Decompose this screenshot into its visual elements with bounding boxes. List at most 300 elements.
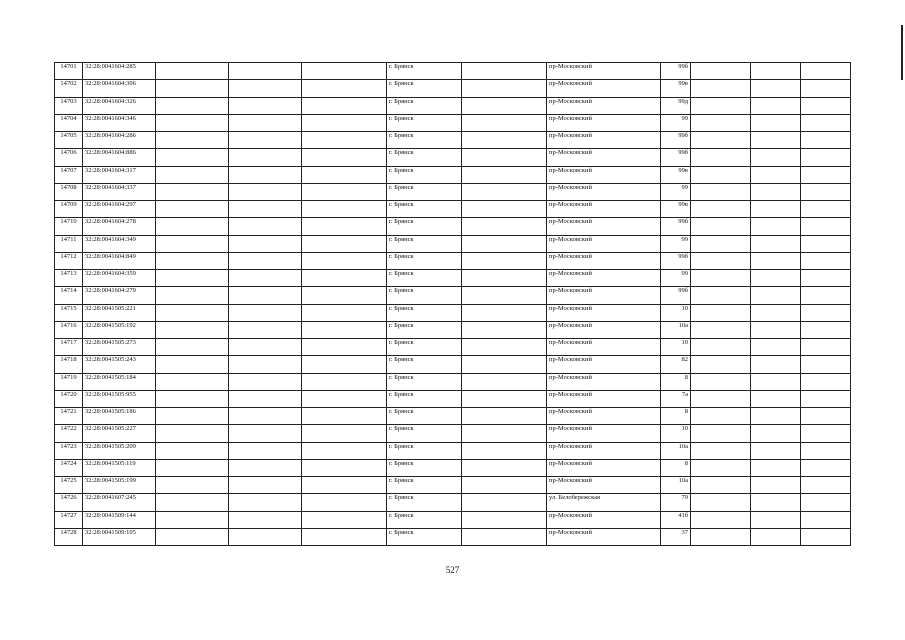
row-number-cell: 14711 [55,235,83,252]
empty-cell [801,270,851,287]
table-row [55,304,851,321]
house-number-cell: 99 [661,183,691,200]
empty-cell [801,166,851,183]
empty-cell [462,252,547,269]
row-number-cell: 14715 [55,304,83,321]
empty-cell [156,63,229,80]
empty-cell [751,477,801,494]
empty-cell [462,287,547,304]
city-cell: г. Брянск [387,183,462,200]
empty-cell [801,408,851,425]
street-cell: пр-Московский [547,166,661,183]
empty-cell [156,201,229,218]
street-cell: пр-Московский [547,442,661,459]
empty-cell [801,390,851,407]
city-cell: г. Брянск [387,235,462,252]
empty-cell [751,114,801,131]
empty-cell [691,183,751,200]
row-number-cell: 14725 [55,477,83,494]
empty-cell [801,287,851,304]
row-number-cell: 14701 [55,63,83,80]
empty-cell [156,339,229,356]
empty-cell [801,321,851,338]
cadastral-number-cell: 32:28:0041604:849 [83,252,156,269]
empty-cell [462,321,547,338]
cadastral-number-cell: 32:28:0041604:359 [83,270,156,287]
empty-cell [462,149,547,166]
cadastral-number-cell: 32:28:0041505:955 [83,390,156,407]
empty-cell [751,287,801,304]
empty-cell [691,114,751,131]
house-number-cell: 37 [661,528,691,545]
empty-cell [751,408,801,425]
cadastral-number-cell: 32:28:0041604:286 [83,132,156,149]
street-cell: пр-Московский [547,270,661,287]
empty-cell [229,183,302,200]
empty-cell [691,528,751,545]
city-cell: г. Брянск [387,425,462,442]
cadastral-number-cell: 32:28:0041604:337 [83,183,156,200]
empty-cell [302,97,387,114]
house-number-cell: 8 [661,408,691,425]
empty-cell [691,132,751,149]
empty-cell [691,459,751,476]
empty-cell [691,425,751,442]
empty-cell [156,511,229,528]
city-cell: г. Брянск [387,304,462,321]
cadastral-number-cell: 32:28:0041509:105 [83,528,156,545]
table-row [55,149,851,166]
scan-edge-mark [901,25,903,80]
empty-cell [751,97,801,114]
house-number-cell: 10 [661,304,691,321]
empty-cell [229,477,302,494]
city-cell: г. Брянск [387,114,462,131]
empty-cell [462,425,547,442]
table-row [55,373,851,390]
empty-cell [801,494,851,511]
cadastral-number-cell: 32:28:0041505:192 [83,321,156,338]
house-number-cell: 10а [661,442,691,459]
empty-cell [462,304,547,321]
empty-cell [229,442,302,459]
empty-cell [302,356,387,373]
house-number-cell: 82 [661,356,691,373]
empty-cell [801,80,851,97]
empty-cell [801,528,851,545]
empty-cell [751,201,801,218]
empty-cell [751,321,801,338]
empty-cell [462,114,547,131]
empty-cell [229,408,302,425]
empty-cell [156,114,229,131]
empty-cell [229,321,302,338]
empty-cell [302,270,387,287]
empty-cell [302,442,387,459]
empty-cell [751,511,801,528]
empty-cell [462,339,547,356]
empty-cell [462,477,547,494]
street-cell: пр-Московский [547,304,661,321]
empty-cell [156,149,229,166]
cadastral-number-cell: 32:28:0041505:221 [83,304,156,321]
empty-cell [462,132,547,149]
empty-cell [302,166,387,183]
empty-cell [229,511,302,528]
empty-cell [302,528,387,545]
empty-cell [751,218,801,235]
empty-cell [229,235,302,252]
table-row [55,425,851,442]
street-cell: пр-Московский [547,132,661,149]
street-cell: пр-Московский [547,390,661,407]
row-number-cell: 14717 [55,339,83,356]
city-cell: г. Брянск [387,149,462,166]
house-number-cell: 10 [661,425,691,442]
empty-cell [751,373,801,390]
empty-cell [751,304,801,321]
city-cell: г. Брянск [387,201,462,218]
street-cell: ул. Белобережская [547,494,661,511]
house-number-cell: 79 [661,494,691,511]
street-cell: пр-Московский [547,201,661,218]
cadastral-number-cell: 32:28:0041607:245 [83,494,156,511]
house-number-cell: 99б [661,218,691,235]
row-number-cell: 14706 [55,149,83,166]
empty-cell [229,287,302,304]
row-number-cell: 14713 [55,270,83,287]
city-cell: г. Брянск [387,339,462,356]
empty-cell [462,183,547,200]
empty-cell [751,166,801,183]
empty-cell [462,442,547,459]
row-number-cell: 14712 [55,252,83,269]
street-cell: пр-Московский [547,511,661,528]
cadastral-number-cell: 32:28:0041505:243 [83,356,156,373]
row-number-cell: 14704 [55,114,83,131]
house-number-cell: 99б [661,252,691,269]
empty-cell [302,408,387,425]
empty-cell [462,201,547,218]
cadastral-number-cell: 32:28:0041604:886 [83,149,156,166]
row-number-cell: 14703 [55,97,83,114]
empty-cell [801,132,851,149]
empty-cell [462,235,547,252]
empty-cell [302,201,387,218]
table-row [55,97,851,114]
empty-cell [751,425,801,442]
city-cell: г. Брянск [387,459,462,476]
table-row [55,114,851,131]
empty-cell [801,442,851,459]
city-cell: г. Брянск [387,356,462,373]
empty-cell [156,166,229,183]
cadastral-number-cell: 32:28:0041604:297 [83,201,156,218]
table-row [55,287,851,304]
empty-cell [302,235,387,252]
city-cell: г. Брянск [387,166,462,183]
empty-cell [229,390,302,407]
table-row [55,63,851,80]
street-cell: пр-Московский [547,425,661,442]
empty-cell [691,235,751,252]
cadastral-number-cell: 32:28:0041604:349 [83,235,156,252]
table-row [55,235,851,252]
empty-cell [156,356,229,373]
cadastral-number-cell: 32:28:0041505:199 [83,477,156,494]
cadastral-number-cell: 32:28:0041604:285 [83,63,156,80]
empty-cell [462,97,547,114]
empty-cell [156,80,229,97]
table-row [55,183,851,200]
empty-cell [801,477,851,494]
empty-cell [691,270,751,287]
empty-cell [462,494,547,511]
empty-cell [302,511,387,528]
empty-cell [302,287,387,304]
house-number-cell: 99б [661,63,691,80]
empty-cell [691,80,751,97]
cadastral-number-cell: 32:28:0041604:326 [83,97,156,114]
empty-cell [156,287,229,304]
city-cell: г. Брянск [387,511,462,528]
empty-cell [462,80,547,97]
empty-cell [691,252,751,269]
city-cell: г. Брянск [387,442,462,459]
row-number-cell: 14716 [55,321,83,338]
cadastral-number-cell: 32:28:0041604:278 [83,218,156,235]
row-number-cell: 14728 [55,528,83,545]
house-number-cell: 99б [661,287,691,304]
house-number-cell: 8 [661,373,691,390]
city-cell: г. Брянск [387,97,462,114]
row-number-cell: 14710 [55,218,83,235]
empty-cell [229,304,302,321]
empty-cell [156,373,229,390]
empty-cell [801,459,851,476]
street-cell: пр-Московский [547,321,661,338]
row-number-cell: 14723 [55,442,83,459]
table-row [55,459,851,476]
street-cell: пр-Московский [547,252,661,269]
street-cell: пр-Московский [547,459,661,476]
table-row [55,201,851,218]
empty-cell [302,63,387,80]
empty-cell [156,252,229,269]
city-cell: г. Брянск [387,528,462,545]
empty-cell [462,270,547,287]
empty-cell [156,235,229,252]
empty-cell [156,477,229,494]
row-number-cell: 14705 [55,132,83,149]
empty-cell [229,218,302,235]
empty-cell [156,304,229,321]
empty-cell [302,494,387,511]
empty-cell [751,442,801,459]
empty-cell [302,477,387,494]
table-row [55,408,851,425]
table-row [55,166,851,183]
row-number-cell: 14722 [55,425,83,442]
city-cell: г. Брянск [387,270,462,287]
empty-cell [751,528,801,545]
table-row [55,80,851,97]
street-cell: пр-Московский [547,80,661,97]
empty-cell [751,459,801,476]
row-number-cell: 14708 [55,183,83,200]
empty-cell [229,494,302,511]
empty-cell [751,270,801,287]
empty-cell [229,132,302,149]
empty-cell [751,149,801,166]
empty-cell [302,459,387,476]
street-cell: пр-Московский [547,235,661,252]
empty-cell [751,235,801,252]
street-cell: пр-Московский [547,63,661,80]
row-number-cell: 14726 [55,494,83,511]
empty-cell [462,511,547,528]
row-number-cell: 14707 [55,166,83,183]
city-cell: г. Брянск [387,373,462,390]
house-number-cell: 99 [661,114,691,131]
empty-cell [801,114,851,131]
empty-cell [751,494,801,511]
table-row [55,528,851,545]
cadastral-number-cell: 32:28:0041509:144 [83,511,156,528]
cadastral-number-cell: 32:28:0041505:186 [83,408,156,425]
empty-cell [229,252,302,269]
empty-cell [229,459,302,476]
empty-cell [801,252,851,269]
empty-cell [156,97,229,114]
street-cell: пр-Московский [547,97,661,114]
table-row [55,477,851,494]
empty-cell [156,408,229,425]
house-number-cell: 99д [661,97,691,114]
empty-cell [229,114,302,131]
table-row [55,390,851,407]
cadastral-number-cell: 32:28:0041604:306 [83,80,156,97]
city-cell: г. Брянск [387,321,462,338]
empty-cell [691,356,751,373]
empty-cell [751,252,801,269]
empty-cell [229,373,302,390]
cadastral-number-cell: 32:28:0041505:273 [83,339,156,356]
table-row [55,442,851,459]
row-number-cell: 14724 [55,459,83,476]
empty-cell [229,97,302,114]
table-row [55,339,851,356]
empty-cell [462,408,547,425]
city-cell: г. Брянск [387,477,462,494]
street-cell: пр-Московский [547,287,661,304]
empty-cell [801,235,851,252]
empty-cell [302,149,387,166]
empty-cell [691,304,751,321]
city-cell: г. Брянск [387,408,462,425]
city-cell: г. Брянск [387,80,462,97]
row-number-cell: 14702 [55,80,83,97]
house-number-cell: 99в [661,166,691,183]
cadastral-number-cell: 32:28:0041505:184 [83,373,156,390]
empty-cell [302,373,387,390]
empty-cell [801,373,851,390]
empty-cell [462,390,547,407]
empty-cell [302,339,387,356]
street-cell: пр-Московский [547,408,661,425]
row-number-cell: 14721 [55,408,83,425]
empty-cell [751,339,801,356]
empty-cell [462,166,547,183]
cadastral-number-cell: 32:28:0041604:317 [83,166,156,183]
empty-cell [691,321,751,338]
cadastral-number-cell: 32:28:0041604:279 [83,287,156,304]
house-number-cell: 41б [661,511,691,528]
city-cell: г. Брянск [387,390,462,407]
street-cell: пр-Московский [547,149,661,166]
house-number-cell: 10а [661,477,691,494]
house-number-cell: 99 [661,235,691,252]
house-number-cell: 99б [661,149,691,166]
empty-cell [156,494,229,511]
table-row [55,494,851,511]
cadastral-number-cell: 32:28:0041604:346 [83,114,156,131]
empty-cell [156,132,229,149]
city-cell: г. Брянск [387,252,462,269]
empty-cell [751,183,801,200]
table-row [55,356,851,373]
house-number-cell: 8 [661,459,691,476]
empty-cell [156,528,229,545]
city-cell: г. Брянск [387,494,462,511]
row-number-cell: 14709 [55,201,83,218]
row-number-cell: 14720 [55,390,83,407]
empty-cell [751,80,801,97]
empty-cell [156,442,229,459]
street-cell: пр-Московский [547,183,661,200]
row-number-cell: 14727 [55,511,83,528]
empty-cell [801,97,851,114]
table-row [55,270,851,287]
table-row [55,132,851,149]
empty-cell [801,218,851,235]
empty-cell [462,528,547,545]
house-number-cell: 10 [661,339,691,356]
house-number-cell: 99 [661,270,691,287]
city-cell: г. Брянск [387,287,462,304]
empty-cell [229,166,302,183]
empty-cell [801,304,851,321]
cadastral-registry-table [54,62,851,546]
city-cell: г. Брянск [387,63,462,80]
empty-cell [462,459,547,476]
street-cell: пр-Московский [547,373,661,390]
empty-cell [462,63,547,80]
empty-cell [156,390,229,407]
empty-cell [462,373,547,390]
row-number-cell: 14714 [55,287,83,304]
empty-cell [751,132,801,149]
cadastral-number-cell: 32:28:0041505:227 [83,425,156,442]
empty-cell [801,183,851,200]
empty-cell [229,201,302,218]
table-row [55,252,851,269]
house-number-cell: 99в [661,201,691,218]
table-row [55,218,851,235]
empty-cell [156,425,229,442]
empty-cell [462,356,547,373]
row-number-cell: 14718 [55,356,83,373]
